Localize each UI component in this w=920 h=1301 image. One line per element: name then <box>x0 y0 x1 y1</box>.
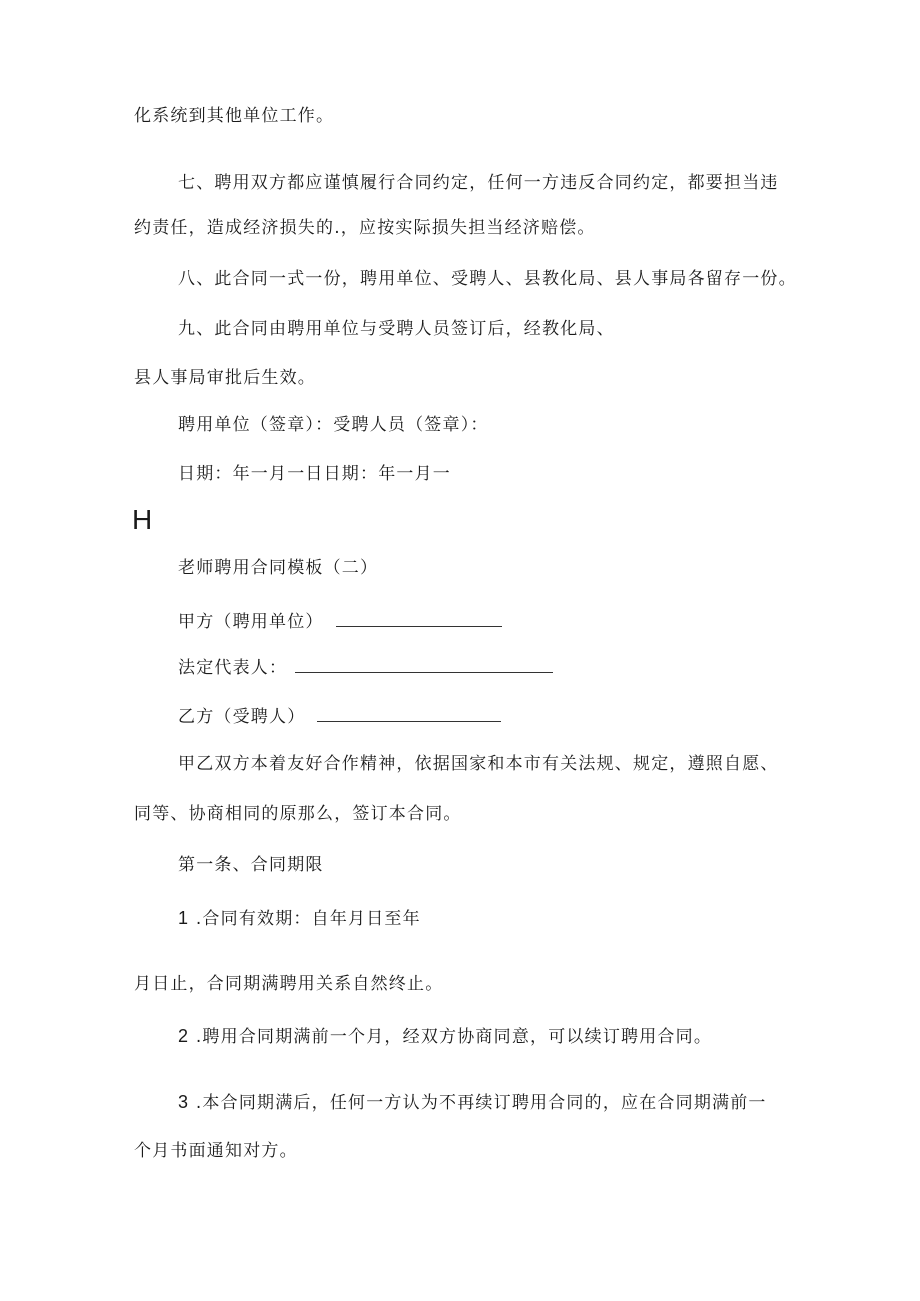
article-heading: 第一条、合同期限 <box>178 855 324 875</box>
clause-number: 3 <box>178 1092 190 1112</box>
party-b-label: 乙方（受聘人） <box>178 707 306 727</box>
paragraph: 县人事局审批后生效。 <box>134 368 316 388</box>
clause-text: .本合同期满后，任何一方认为不再续订聘用合同的，应在合同期满前一 <box>195 1093 767 1113</box>
party-a-label: 甲方（聘用单位） <box>178 612 324 632</box>
date-line: 日期：年一月一日日期：年一月一 <box>178 464 451 484</box>
party-a-line <box>178 610 502 634</box>
paragraph: 月日止，合同期满聘用关系自然终止。 <box>134 974 444 994</box>
paragraph: 约责任，造成经济损失的.，应按实际损失担当经济赔偿。 <box>134 218 596 238</box>
paragraph: 八、此合同一式一份，聘用单位、受聘人、县教化局、县人事局各留存一份。 <box>178 269 797 289</box>
paragraph: 七、聘用双方都应谨慎履行合同约定，任何一方违反合同约定，都要担当违 <box>178 173 779 193</box>
clause-number: 1 <box>178 908 190 928</box>
clause-2 <box>178 1024 712 1049</box>
clause-number: 2 <box>178 1026 190 1046</box>
paragraph: 化系统到其他单位工作。 <box>134 106 335 126</box>
clause-text: .聘用合同期满前一个月，经双方协商同意，可以续订聘用合同。 <box>195 1027 713 1047</box>
signature-line: 聘用单位（签章）：受聘人员（签章）： <box>178 415 489 435</box>
paragraph: 甲乙双方本着友好合作精神，依据国家和本市有关法规、规定，遵照自愿、 <box>178 754 779 774</box>
legal-rep-blank <box>295 656 553 673</box>
legal-rep-label: 法定代表人： <box>178 658 288 678</box>
paragraph: 个月书面通知对方。 <box>134 1141 298 1161</box>
party-b-blank <box>317 705 501 722</box>
paragraph: 九、此合同由聘用单位与受聘人员签订后，经教化局、 <box>178 319 615 339</box>
clause-3 <box>178 1090 767 1115</box>
paragraph: 同等、协商相同的原那么，签订本合同。 <box>134 804 462 824</box>
legal-rep-line <box>178 656 553 680</box>
party-b-line <box>178 705 501 729</box>
clause-1 <box>178 906 421 931</box>
section-title: 老师聘用合同模板（二） <box>178 558 379 578</box>
clause-text: .合同有效期：自年月日至年 <box>195 909 421 929</box>
party-a-blank <box>336 610 502 627</box>
stray-letter: H <box>132 504 153 535</box>
